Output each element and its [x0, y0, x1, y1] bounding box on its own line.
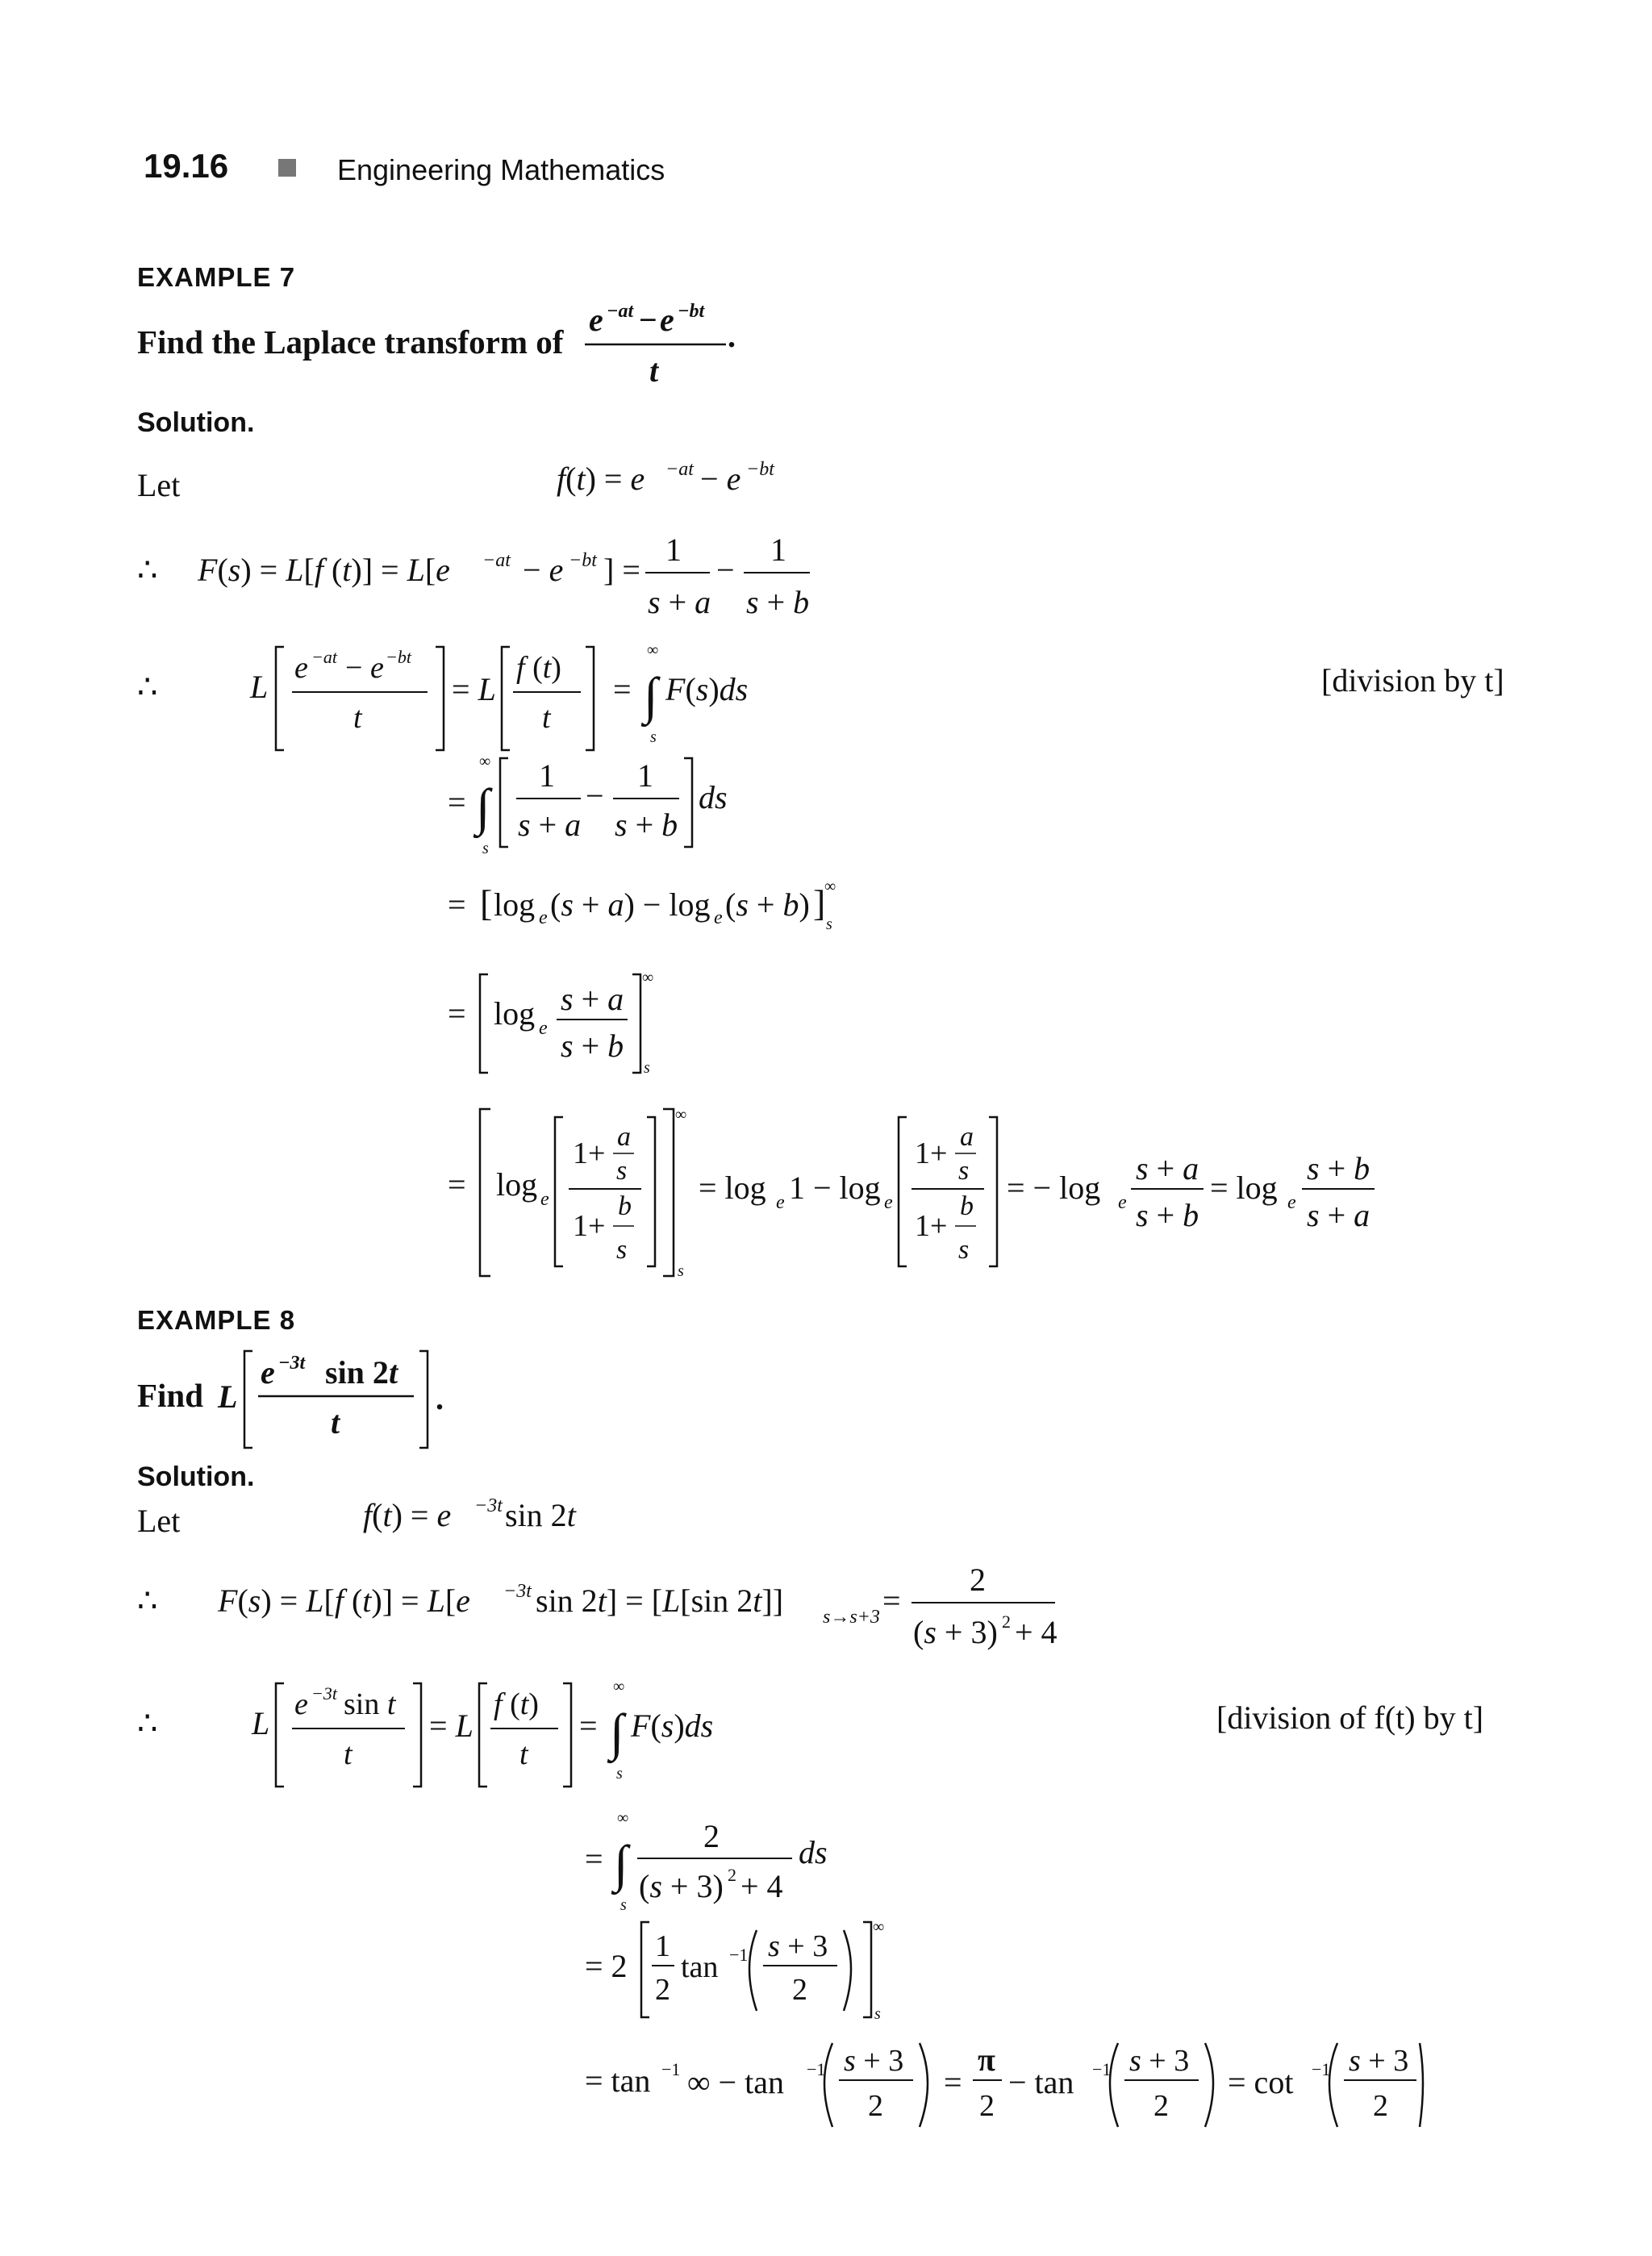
svg-text:t: t [519, 1737, 528, 1771]
svg-text:−1: −1 [1312, 2059, 1331, 2079]
svg-text:−at: −at [311, 647, 337, 667]
svg-text:−3t: −3t [278, 1353, 306, 1374]
svg-text:s + a: s + a [1136, 1150, 1199, 1186]
svg-text:1: 1 [539, 757, 555, 794]
example8-step2 [137, 1674, 782, 1795]
svg-text:=: = [613, 671, 632, 707]
svg-text:+ 4: + 4 [1015, 1614, 1058, 1650]
svg-text:tan: tan [681, 1950, 719, 1984]
svg-text:[: [ [480, 882, 493, 924]
svg-text:2: 2 [970, 1562, 986, 1598]
svg-text:F(s) = L[f (t)] = L[e: F(s) = L[f (t)] = L[e [218, 1583, 470, 1619]
svg-text:−bt: −bt [746, 459, 774, 480]
svg-text:1+: 1+ [915, 1136, 948, 1170]
svg-text:b: b [960, 1191, 974, 1221]
svg-text:s + b: s + b [615, 807, 678, 843]
svg-text:t: t [353, 701, 362, 735]
svg-text:s + a: s + a [648, 584, 711, 620]
svg-text:1: 1 [665, 532, 682, 568]
example8-problem-expr [216, 1343, 474, 1456]
svg-text:a: a [960, 1122, 974, 1152]
svg-text:∞: ∞ [647, 641, 659, 659]
svg-text:2: 2 [1002, 1612, 1011, 1632]
svg-text:2: 2 [655, 1973, 670, 2007]
svg-text:e: e [589, 302, 603, 338]
svg-text:=: = [448, 1166, 466, 1203]
svg-text:F(s)ds: F(s)ds [631, 1708, 714, 1744]
svg-text:s→s+3: s→s+3 [823, 1607, 880, 1628]
svg-text:f (t): f (t) [516, 651, 561, 685]
svg-text:]: ] [813, 882, 826, 924]
page-number: 19.16 [144, 147, 229, 185]
svg-text:ds: ds [799, 1834, 828, 1870]
example7-step6 [444, 1105, 1412, 1282]
svg-text:sin 2t: sin 2t [325, 1354, 398, 1391]
svg-text:f (t): f (t) [494, 1687, 539, 1721]
svg-text:−at: −at [665, 459, 694, 480]
svg-text:e: e [540, 1189, 549, 1210]
svg-text:∞: ∞ [873, 1918, 885, 1936]
svg-text:∞: ∞ [642, 969, 654, 986]
svg-text:∞: ∞ [824, 878, 836, 895]
svg-text:(s + a) − log: (s + a) − log [550, 886, 711, 923]
svg-text:(s + 3): (s + 3) [639, 1868, 724, 1904]
svg-text:s: s [958, 1235, 970, 1265]
svg-text:= log: = log [1210, 1170, 1278, 1206]
svg-text:1+: 1+ [573, 1209, 606, 1243]
svg-text:− e: − e [345, 651, 384, 685]
svg-text:2: 2 [792, 1973, 807, 2007]
svg-text:s: s [826, 915, 832, 933]
svg-text:∫: ∫ [476, 778, 490, 836]
svg-text:2: 2 [1373, 2089, 1388, 2123]
svg-text:−: − [586, 778, 604, 814]
example7-solution-label: Solution. [137, 407, 255, 438]
svg-text:∫: ∫ [644, 667, 658, 724]
svg-text:e: e [1118, 1192, 1127, 1213]
svg-text:s + b: s + b [1307, 1150, 1370, 1186]
svg-text:e: e [294, 1687, 308, 1721]
svg-text:=: = [448, 886, 466, 923]
svg-text:log: log [494, 886, 536, 923]
svg-text:.: . [728, 318, 736, 354]
svg-text:s: s [874, 2005, 881, 2023]
example8-heading: EXAMPLE 8 [137, 1305, 296, 1335]
svg-text:−1: −1 [807, 2059, 826, 2079]
svg-text:2: 2 [703, 1818, 720, 1854]
example8-let-label: Let [137, 1503, 181, 1539]
svg-text:s + b: s + b [1136, 1197, 1199, 1233]
svg-text:e: e [660, 302, 674, 338]
svg-text:= 2: = 2 [585, 1948, 628, 1984]
svg-text:2: 2 [868, 2089, 883, 2123]
svg-text:∫: ∫ [614, 1835, 628, 1892]
svg-text:−3t: −3t [503, 1581, 532, 1602]
example7-let-label: Let [137, 467, 181, 503]
svg-text:= L: = L [452, 671, 496, 707]
svg-text:s + a: s + a [561, 981, 624, 1017]
example7-step2 [137, 637, 863, 758]
svg-text:∞: ∞ [675, 1106, 687, 1124]
svg-text:e: e [261, 1354, 275, 1391]
svg-text:=: = [448, 995, 466, 1032]
svg-text:π: π [978, 2041, 995, 2078]
svg-text:s: s [616, 1235, 628, 1265]
svg-text:= − log: = − log [1007, 1170, 1101, 1206]
svg-text:L: L [252, 1705, 270, 1741]
svg-text:e: e [539, 907, 548, 928]
example8-f-def [363, 1492, 605, 1541]
svg-text:L: L [218, 1378, 238, 1415]
svg-text:] =: ] = [603, 552, 640, 588]
svg-text:t: t [542, 701, 551, 735]
svg-text:=: = [882, 1583, 901, 1619]
svg-text:2: 2 [979, 2089, 995, 2123]
svg-text:∴: ∴ [137, 669, 158, 705]
svg-text:−1: −1 [729, 1945, 749, 1965]
example7-problem-expr [581, 294, 758, 391]
svg-text:s + a: s + a [518, 807, 582, 843]
svg-text:−3t: −3t [311, 1683, 337, 1703]
svg-text:∞ − tan: ∞ − tan [687, 2064, 784, 2100]
example7-problem-text: Find the Laplace transform of [137, 323, 564, 361]
example7-step1 [137, 532, 863, 629]
svg-text:∞: ∞ [613, 1678, 625, 1695]
example8-step4 [581, 1916, 903, 2029]
svg-text:log: log [494, 995, 536, 1032]
svg-text:s + 3: s + 3 [844, 2044, 904, 2078]
svg-text:F(s)ds: F(s)ds [665, 671, 749, 707]
header-square-icon [278, 159, 296, 177]
svg-text:a: a [617, 1122, 631, 1152]
svg-text:− tan: − tan [1008, 2064, 1074, 2100]
svg-text:−bt: −bt [569, 550, 597, 571]
svg-text:−: − [716, 552, 735, 588]
svg-text:e: e [1287, 1192, 1296, 1213]
svg-text:2: 2 [1153, 2089, 1169, 2123]
svg-text:1: 1 [770, 532, 786, 568]
svg-text:2: 2 [728, 1865, 736, 1885]
svg-text:∴: ∴ [137, 1705, 158, 1741]
svg-text:e: e [294, 651, 308, 685]
svg-text:1+: 1+ [573, 1136, 606, 1170]
svg-text:e: e [714, 907, 723, 928]
example8-step1 [137, 1557, 1105, 1662]
svg-text:=: = [585, 1841, 603, 1877]
example7-step4 [444, 871, 863, 944]
svg-text:−3t: −3t [474, 1495, 503, 1516]
svg-text:b: b [618, 1191, 632, 1221]
svg-text:s + b: s + b [746, 584, 810, 620]
svg-text:s: s [644, 1059, 650, 1077]
svg-text:.: . [436, 1380, 444, 1416]
svg-text:t: t [344, 1737, 353, 1771]
svg-text:e: e [539, 1018, 548, 1039]
svg-text:=: = [944, 2064, 962, 2100]
svg-text:s + 3: s + 3 [1129, 2044, 1190, 2078]
svg-text:e: e [776, 1192, 785, 1213]
example8-problem-text: Find [137, 1377, 204, 1414]
svg-text:∴: ∴ [137, 552, 158, 588]
svg-text:s: s [620, 1896, 627, 1914]
svg-text:sin 2t] = [L[sin 2t]]: sin 2t] = [L[sin 2t]] [536, 1583, 784, 1619]
example7-f-def [557, 456, 799, 504]
svg-text:1+: 1+ [915, 1209, 948, 1243]
svg-text:F(s) = L[f (t)] = L[e: F(s) = L[f (t)] = L[e [198, 552, 450, 588]
svg-text:=: = [579, 1708, 598, 1744]
svg-text:log: log [496, 1166, 538, 1203]
svg-text:−bt: −bt [386, 647, 411, 667]
svg-text:−: − [639, 302, 657, 338]
example7-step2-note: [division by t] [1321, 662, 1504, 698]
example8-step3 [581, 1807, 871, 1920]
svg-text:− e: − e [700, 461, 741, 497]
svg-text:ds: ds [699, 779, 728, 815]
svg-text:(s + b): (s + b) [725, 886, 810, 923]
svg-text:= tan: = tan [585, 2062, 651, 2099]
svg-text:f(t) = e: f(t) = e [557, 461, 645, 497]
svg-text:s + 3: s + 3 [1349, 2044, 1409, 2078]
svg-text:t: t [649, 352, 659, 389]
example7-heading: EXAMPLE 7 [137, 262, 296, 292]
book-title: Engineering Mathematics [337, 153, 665, 186]
example7-step3 [444, 750, 766, 863]
svg-text:e: e [884, 1192, 893, 1213]
example8-solution-label: Solution. [137, 1462, 255, 1492]
example8-step5 [581, 2029, 1428, 2141]
svg-text:− e: − e [523, 552, 564, 588]
svg-text:1: 1 [637, 757, 653, 794]
svg-text:= log: = log [699, 1170, 766, 1206]
svg-text:1: 1 [655, 1929, 670, 1963]
svg-text:s: s [650, 728, 657, 746]
svg-text:= L: = L [429, 1708, 473, 1744]
svg-text:s: s [616, 1156, 628, 1186]
svg-text:s + a: s + a [1307, 1197, 1370, 1233]
svg-text:∞: ∞ [617, 1809, 629, 1827]
svg-text:s + b: s + b [561, 1028, 624, 1064]
svg-text:∴: ∴ [137, 1583, 158, 1619]
svg-text:(s + 3): (s + 3) [913, 1614, 998, 1650]
example7-step5 [444, 968, 702, 1081]
svg-text:−at: −at [607, 301, 634, 322]
svg-text:sin 2t: sin 2t [505, 1497, 576, 1533]
svg-text:s: s [482, 840, 489, 857]
svg-text:=: = [448, 784, 466, 820]
svg-text:s + 3: s + 3 [768, 1929, 828, 1963]
svg-text:1 − log: 1 − log [789, 1170, 881, 1206]
svg-text:s: s [678, 1262, 684, 1280]
svg-text:sin t: sin t [344, 1687, 396, 1721]
svg-text:−1: −1 [1092, 2059, 1112, 2079]
svg-text:−1: −1 [661, 2059, 681, 2079]
svg-text:t: t [331, 1404, 340, 1441]
svg-text:−at: −at [482, 550, 511, 571]
svg-text:= cot: = cot [1228, 2064, 1294, 2100]
svg-text:L: L [250, 669, 269, 705]
svg-text:∫: ∫ [610, 1703, 624, 1761]
svg-text:−bt: −bt [678, 301, 705, 322]
svg-text:s: s [958, 1156, 970, 1186]
svg-text:s: s [616, 1765, 623, 1783]
example8-step2-note: [division of f(t) by t] [1216, 1699, 1484, 1736]
svg-text:∞: ∞ [479, 753, 491, 770]
svg-text:+ 4: + 4 [740, 1868, 783, 1904]
svg-text:f(t) = e: f(t) = e [363, 1497, 452, 1533]
